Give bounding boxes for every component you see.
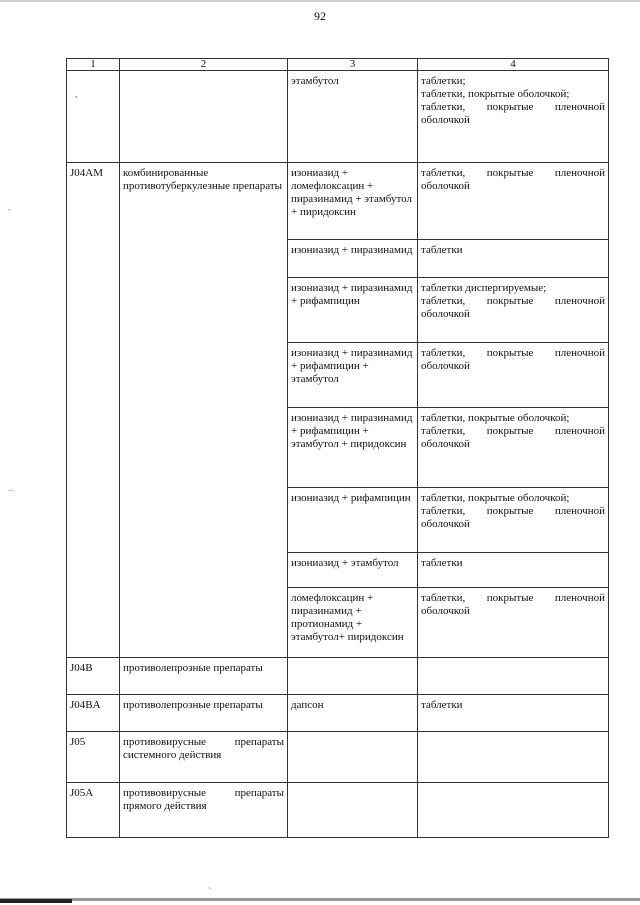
scan-edge-bottom-dark [0,899,72,903]
table-row [67,732,609,783]
substance-cell: изониазид + пиразинамид + рифампицин + этамбутол + пиридоксин [288,408,418,488]
scan-margin-mark: - [8,204,11,214]
page-number: 92 [314,9,326,23]
substance-cell: изониазид + пиразинамид [288,240,418,278]
dosage-form-line: таблетки, покрытые оболочкой; [421,412,570,424]
dosage-form-line: таблетки [421,699,463,711]
drug-table [66,58,609,838]
atc-code-cell: J04BA [67,695,120,732]
table-row [67,71,609,163]
scan-speck: ` [208,886,211,896]
table-row [67,695,609,732]
dosage-form-cell [418,163,609,240]
substance-cell: этамбутол [288,71,418,163]
substance-cell: изониазид + пиразинамид + рифампицин + этамбутол [288,343,418,408]
group-name-cell: противовирусные препараты прямого действия [120,783,288,838]
dosage-form-line: таблетки, покрытые пленочной оболочкой [421,425,605,450]
dosage-form-cell [418,695,609,732]
atc-code-cell: J04B [67,658,120,695]
dosage-form-cell [418,553,609,588]
dosage-form-line: таблетки диспергируемые; [421,282,547,294]
column-header: 1 [67,59,120,71]
atc-code-cell: J04AM [67,163,120,658]
dosage-form-line: таблетки [421,557,463,569]
substance-cell: изониазид + рифампицин [288,488,418,553]
dosage-form-cell [418,278,609,343]
column-header: 3 [288,59,418,71]
dosage-form-cell [418,588,609,658]
dosage-form-line: таблетки; [421,75,466,87]
atc-code-cell: J05 [67,732,120,783]
scan-edge-top [0,0,640,2]
substance-cell [288,658,418,695]
table-row [67,783,609,838]
substance-cell: изониазид + этамбутол [288,553,418,588]
dosage-form-cell [418,408,609,488]
table-row [67,163,609,240]
dosage-form-line: таблетки, покрытые пленочной оболочкой [421,347,605,372]
table-header-row [67,59,609,71]
column-header: 4 [418,59,609,71]
dosage-form-cell [418,488,609,553]
scan-margin-mark: .. [8,483,13,493]
dosage-form-cell [418,783,609,838]
group-name-cell: противолепрозные препараты [120,695,288,732]
substance-cell [288,783,418,838]
group-name-cell: комбинированные противотуберкулезные препараты [120,163,288,658]
drug-table-body [67,59,609,838]
substance-cell: изониазид + ломефлоксацин + пиразинамид + этамбутол + пиридоксин [288,163,418,240]
atc-code-cell: J05A [67,783,120,838]
column-header: 2 [120,59,288,71]
substance-cell: ломефлоксацин + пиразинамид + протионамид + этамбутол+ пиридоксин [288,588,418,658]
scan-speck: , [75,89,78,99]
dosage-form-cell [418,71,609,163]
dosage-form-line: таблетки, покрытые пленочной оболочкой [421,505,605,530]
dosage-form-line: таблетки [421,244,463,256]
substance-cell: изониазид + пиразинамид + рифампицин [288,278,418,343]
atc-code-cell [67,71,120,163]
dosage-form-line: таблетки, покрытые пленочной оболочкой [421,167,605,192]
dosage-form-cell [418,658,609,695]
table-row [67,658,609,695]
dosage-form-line: таблетки, покрытые оболочкой; [421,88,570,100]
substance-cell [288,732,418,783]
dosage-form-cell [418,343,609,408]
group-name-cell: противолепрозные препараты [120,658,288,695]
substance-cell: дапсон [288,695,418,732]
dosage-form-line: таблетки, покрытые пленочной оболочкой [421,592,605,617]
dosage-form-cell [418,732,609,783]
dosage-form-line: таблетки, покрытые пленочной оболочкой [421,101,605,126]
dosage-form-cell [418,240,609,278]
dosage-form-line: таблетки, покрытые оболочкой; [421,492,570,504]
group-name-cell [120,71,288,163]
scan-edge-bottom [0,898,640,901]
group-name-cell: противовирусные препараты системного действия [120,732,288,783]
dosage-form-line: таблетки, покрытые пленочной оболочкой [421,295,605,320]
